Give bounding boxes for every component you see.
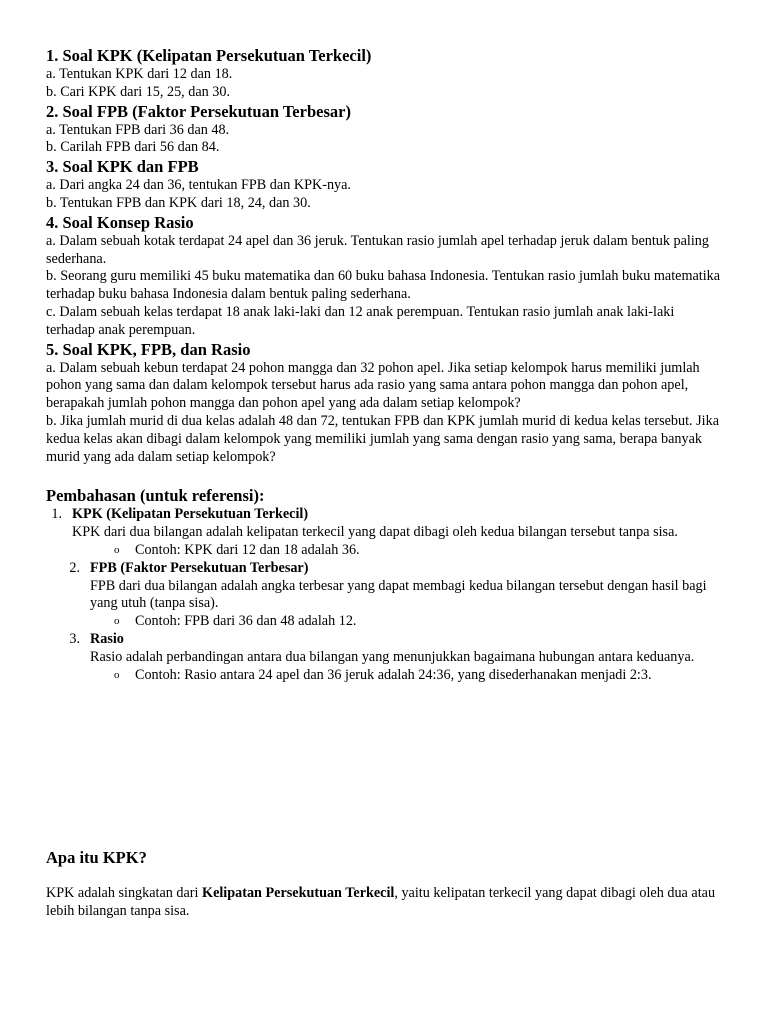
- reference-example: Contoh: Rasio antara 24 apel dan 36 jeruk adalah 24:36, yang disederhanakan menjadi 2:3.: [135, 666, 652, 683]
- question-item: a. Dalam sebuah kebun terdapat 24 pohon mangga dan 32 pohon apel. Jika setiap kelompok harus memiliki jumlah pohon yang sama dan dalam kelompok tersebut harus ada rasio yang sama antara pohon mangga dan pohon apel, berapakah jumlah pohon mangga dan pohon apel yang ada dalam setiap kelompok?: [46, 359, 700, 412]
- section-title-kpk-fpb: 3. Soal KPK dan FPB: [46, 157, 199, 177]
- reference-example: Contoh: FPB dari 36 dan 48 adalah 12.: [135, 613, 357, 630]
- question-item: a. Dari angka 24 dan 36, tentukan FPB dan KPK-nya.: [46, 177, 351, 194]
- section-title-kpk-fpb-rasio: 5. Soal KPK, FPB, dan Rasio: [46, 339, 251, 359]
- reference-description: Rasio adalah perbandingan antara dua bilangan yang menunjukkan bagaimana hubungan antara keduanya.: [90, 648, 695, 665]
- question-item: c. Dalam sebuah kelas terdapat 18 anak laki-laki dan 12 anak perempuan. Tentukan rasio jumlah anak laki-laki terhadap anak perempuan.: [46, 303, 675, 338]
- reference-title: Pembahasan (untuk referensi):: [46, 486, 265, 506]
- reference-heading: FPB (Faktor Persekutuan Terbesar): [90, 559, 309, 576]
- question-item: a. Dalam sebuah kotak terdapat 24 apel dan 36 jeruk. Tentukan rasio jumlah apel terhadap jeruk dalam bentuk paling sederhana.: [46, 232, 709, 267]
- question-item: a. Tentukan KPK dari 12 dan 18.: [46, 66, 233, 82]
- section-title-kpk: 1. Soal KPK (Kelipatan Persekutuan Terkecil): [46, 46, 372, 65]
- list-number: 3.: [69, 630, 80, 647]
- question-item: b. Jika jumlah murid di dua kelas adalah 48 dan 72, tentukan FPB dan KPK jumlah murid di kedua kelas tersebut. Jika kedua kelas akan dibagi dalam kelompok yang memiliki jumlah yang sama dengan rasio yang sama, berapa banyak murid yang ada dalam setiap kelompok?: [46, 412, 719, 465]
- question-item: b. Carilah FPB dari 56 dan 84.: [46, 139, 220, 156]
- reference-description: FPB dari dua bilangan adalah angka terbesar yang dapat membagi kedua bilangan tersebut dengan hasil bagi yang utuh (tanpa sisa).: [90, 577, 707, 612]
- reference-entry-kpk: [46, 506, 722, 559]
- section-title-rasio: 4. Soal Konsep Rasio: [46, 212, 194, 232]
- list-number: 1.: [51, 506, 62, 523]
- question-item: b. Cari KPK dari 15, 25, dan 30.: [46, 83, 231, 100]
- reference-example: Contoh: KPK dari 12 dan 18 adalah 36.: [135, 541, 360, 558]
- question-item: b. Tentukan FPB dan KPK dari 18, 24, dan 30.: [46, 194, 311, 211]
- reference-list: [46, 506, 722, 684]
- kpk-text-bold: Kelipatan Persekutuan Terkecil: [202, 885, 395, 901]
- bullet-mark: o: [114, 543, 120, 556]
- reference-heading: KPK (Kelipatan Persekutuan Terkecil): [72, 506, 309, 523]
- document-body: [46, 46, 722, 684]
- kpk-paragraph: [46, 885, 722, 921]
- kpk-heading: Apa itu KPK?: [46, 848, 147, 867]
- question-item: b. Seorang guru memiliki 45 buku matematika dan 60 buku bahasa Indonesia. Tentukan rasio jumlah buku matematika terhadap buku bahasa Indonesia dalam bentuk paling sederhana.: [46, 268, 721, 303]
- bullet-mark: o: [114, 668, 120, 681]
- bullet-mark: o: [114, 615, 120, 628]
- section-title-fpb: 2. Soal FPB (Faktor Persekutuan Terbesar): [46, 101, 351, 121]
- list-number: 2.: [69, 559, 80, 576]
- reference-description: KPK dari dua bilangan adalah kelipatan terkecil yang dapat dibagi oleh kedua bilangan tersebut tanpa sisa.: [72, 524, 678, 541]
- reference-entry-rasio: [46, 631, 722, 684]
- reference-entry-fpb: [46, 560, 722, 631]
- reference-heading: Rasio: [90, 630, 124, 647]
- kpk-text-before: KPK adalah singkatan dari: [46, 885, 203, 901]
- question-item: a. Tentukan FPB dari 36 dan 48.: [46, 121, 230, 138]
- kpk-text-after: , yaitu kelipatan terkecil yang dapat dibagi oleh dua atau lebih bilangan tanpa sisa.: [46, 885, 716, 919]
